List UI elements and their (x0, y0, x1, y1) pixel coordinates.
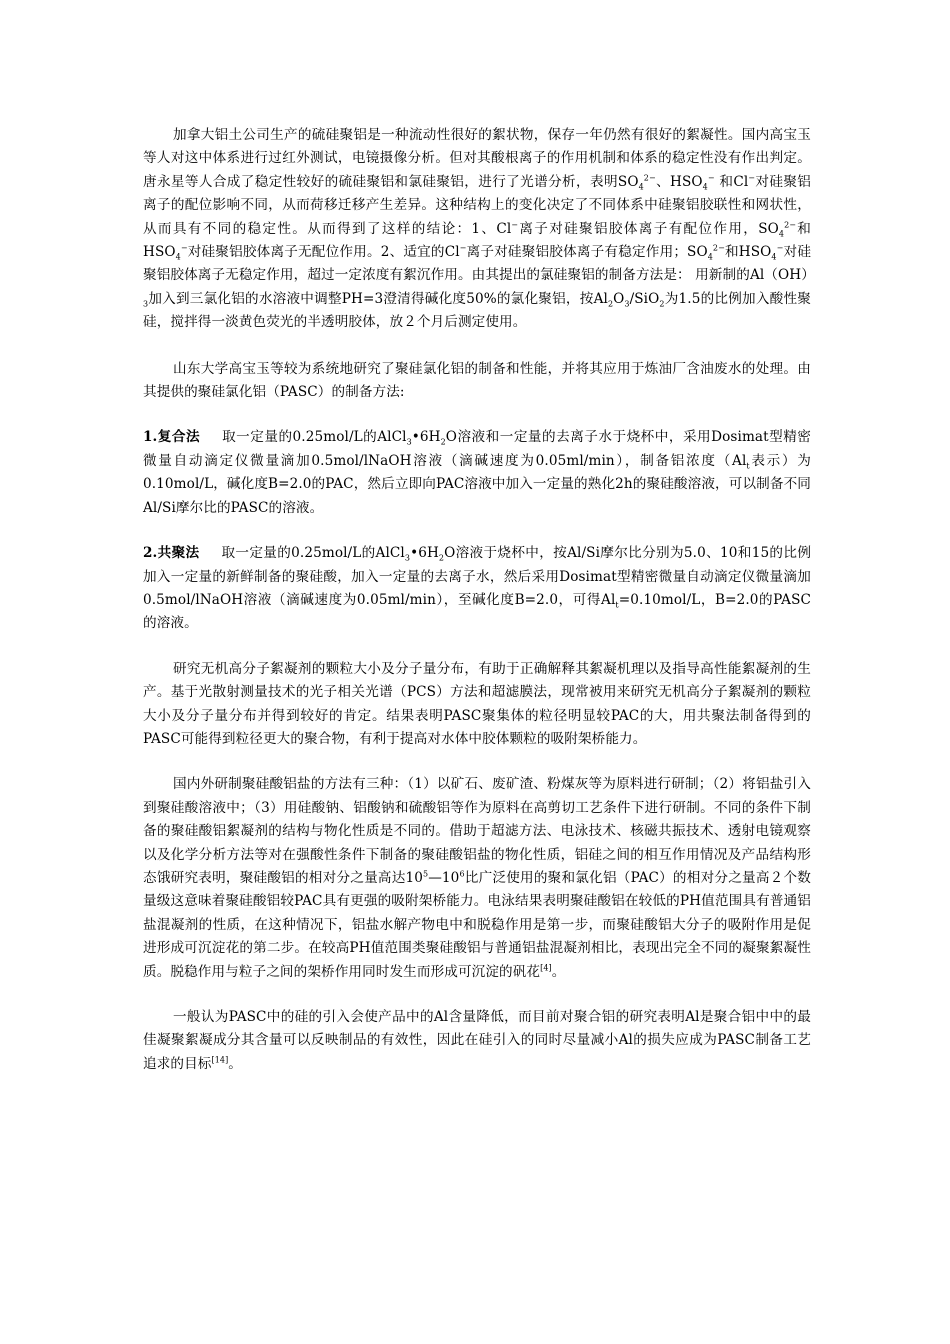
method-heading: 2.共聚法 (143, 545, 200, 562)
paragraph-domestic-methods: 国内外研制聚硅酸铝盐的方法有三种：（1）以矿石、废矿渣、粉煤灰等为原料进行研制；（2）将铝盐引入到聚硅酸溶液中；（3）用硅酸钠、铝酸钠和硫酸铝等作为原料在高剪切工艺条件下进行研制。不同的条件下制备的聚硅酸铝絮凝剂的结构与物化性质是不同的。借助于超滤方法、电泳技术、核磁共振技术、透射电镜观察以及化学分析方法等对在强酸性条件下制备的聚硅酸铝盐的物化性质，铝硅之间的相互作用情况及产品结构形态饿研究表明，聚硅酸铝的相对分之量高达$10^5—10^6$比广泛使用的聚和氯化铝（PAC）的相对分之量高２个数量级这意味着聚硅酸铝较PAC具有更强的吸附架桥能力。电泳结果表明聚硅酸铝在较低的PH值范围具有普通铝盐混凝剂的性质，在这种情况下，铝盐水解产物电中和脱稳作用是第一步，而聚硅酸铝大分子的吸附作用是促进形成可沉淀花的第二步。在较高PH值范围类聚硅酸铝与普通铝盐混凝剂相比，表现出完全不同的凝聚絮凝性质。脱稳作用与粒子之间的架桥作用同时发生而形成可沉淀的矾花[4]。 (143, 776, 811, 980)
paragraph-alumina-company: 加拿大铝土公司生产的硫硅聚铝是一种流动性很好的絮状物，保存一年仍然有很好的絮凝性。国内高宝玉等人对这中体系进行过红外测试，电镜摄像分析。但对其酸根离子的作用机制和体系的稳定性没有作出判定。唐永星等人合成了稳定性较好的硫硅聚铝和氯硅聚铝，进行了光谱分析，表明$SO_4^{2-}$、$HSO_4^-$ 和Cl−对硅聚铝离子的配位影响不同，从而荷移迁移产生差异。这种结构上的变化决定了不同体系中硅聚铝胶联性和网状性，从而具有不同的稳定性。从而得到了这样的结论：1、Cl−离子对硅聚铝胶体离子有配位作用，$SO_4^{2-}$和$HSO_4^-$对硅聚铝胶体离子无配位作用。2、适宜的Cl−离子对硅聚铝胶体离子有稳定作用；$SO_4^{2-}$和$HSO_4^-$对硅聚铝胶体离子无稳定作用，超过一定浓度有絮沉作用。由其提出的氯硅聚铝的制备方法是： 用新制的$Al(OH)_3$加入到三氯化铝的水溶液中调整PH=3澄清得碱化度50%的氯化聚铝，按$Al_2O_3/SiO_2$为1.5的比例加入酸性聚硅，搅拌得一淡黄色荧光的半透明胶体，放２个月后测定使用。 (143, 127, 815, 331)
paragraph-aluminum-content: 一般认为PASC中的硅的引入会使产品中的Al含量降低，而目前对聚合铝的研究表明Al是聚合铝中中的最佳凝聚絮凝成分其含量可以反映制品的有效性，因此在硅引入的同时尽量减小Al的损失应成为PASC制备工艺追求的目标[14]。 (143, 1009, 811, 1072)
document-page (143, 124, 815, 1076)
method-heading: 1.复合法 (143, 429, 201, 446)
paragraph-shandong-university: 山东大学高宝玉等较为系统地研究了聚硅氯化铝的制备和性能，并将其应用于炼油厂含油废水的处理。由其提供的聚硅氯化铝（PASC）的制备方法: (143, 360, 811, 401)
paragraph-particle-size-research: 研究无机高分子絮凝剂的颗粒大小及分子量分布，有助于正确解释其絮凝机理以及指导高性能絮凝剂的生产。基于光散射测量技术的光子相关光谱（PCS）方法和超滤膜法，现常被用来研究无机高分子絮凝剂的颗粒大小及分子量分布并得到较好的肯定。结果表明PASC聚集体的粒径明显较PAC的大，用共聚法制备得到的PASC可能得到粒径更大的聚合物，有利于提高对水体中胶体颗粒的吸附架桥能力。 (143, 660, 811, 747)
paragraph-copolymerization-method: 2.共聚法 取一定量的0.25mol/L的$AlCl_3•6H_2O$溶液于烧杯中，按Al/Si摩尔比分别为5.0、10和15的比例加入一定量的新鲜制备的聚硅酸，加入一定量的去离子水，然后采用Dosimat型精密微量自动滴定仪微量滴加0.5mol/lNaOH溶液（滴碱速度为0.05ml/min），至碱化度B=2.0，可得$Al_t=0.10mol/L$，B=2.0的PASC的溶液。 (143, 545, 812, 632)
paragraph-compound-method: 1.复合法 取一定量的0.25mol/L的$AlCl_3•6H_2O$溶液和一定量的去离子水于烧杯中，采用Dosimat型精密微量自动滴定仪微量滴加0.5mol/lNaOH溶液（滴碱速度为0.05ml/min），制备铝浓度（$Al_t$表示）为0.10mol/L，碱化度B=2.0的PAC，然后立即向PAC溶液中加入一定量的熟化2h的聚硅酸溶液，可以制备不同Al/Si摩尔比的PASC的溶液。 (143, 429, 811, 516)
